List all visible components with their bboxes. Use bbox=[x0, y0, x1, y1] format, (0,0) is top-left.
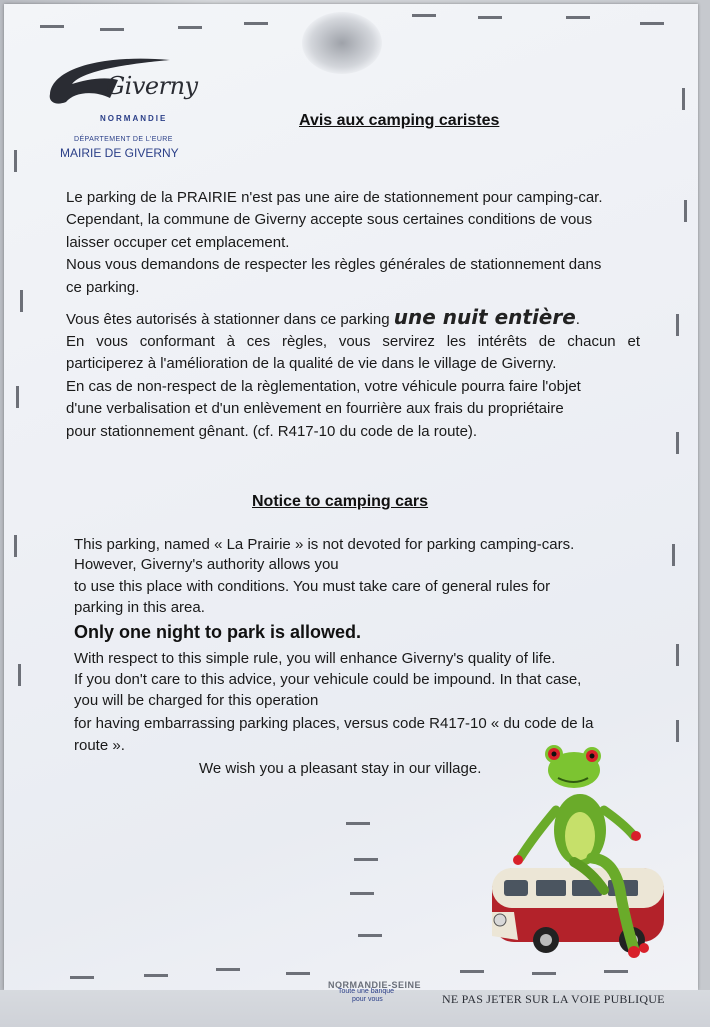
english-title: Notice to camping cars bbox=[252, 493, 429, 510]
staple bbox=[14, 535, 17, 557]
french-line: En vous conformant à ces règles, vous servirez les intérêts de chacun et bbox=[66, 333, 640, 350]
staple bbox=[676, 432, 679, 454]
french-title: Avis aux camping caristes bbox=[299, 112, 500, 129]
logo-script-text: Giverny bbox=[106, 72, 198, 100]
french-line: pour stationnement gênant. (cf. R417-10 du code de la route). bbox=[66, 423, 478, 440]
english-rule: Only one night to park is allowed. bbox=[74, 622, 362, 642]
staple bbox=[286, 972, 310, 975]
staple bbox=[412, 14, 436, 17]
do-not-litter-notice: NE PAS JETER SUR LA VOIE PUBLIQUE bbox=[442, 992, 665, 1006]
english-line: parking in this area. bbox=[74, 599, 205, 616]
english-line: However, Giverny's authority allows you bbox=[74, 556, 339, 573]
english-line: for having embarrassing parking places, versus code R417-10 « du code de la bbox=[74, 715, 594, 732]
french-line: En cas de non-respect de la règlementation, votre véhicule pourra faire l'objet bbox=[66, 378, 581, 395]
staple bbox=[40, 25, 64, 28]
french-line: participerez à l'amélioration de la qualité de vie dans le village de Giverny. bbox=[66, 355, 557, 372]
staple bbox=[244, 22, 268, 25]
french-line: d'une verbalisation et d'un enlèvement en fourrière aux frais du propriétaire bbox=[66, 400, 564, 417]
bank-slogan-line: pour vous bbox=[352, 996, 383, 1003]
staple bbox=[566, 16, 590, 19]
english-closing: We wish you a pleasant stay in our village. bbox=[199, 760, 482, 777]
staple bbox=[640, 22, 664, 25]
authorized-text: Vous êtes autorisés à stationner dans ce parking bbox=[66, 311, 390, 328]
english-line: you will be charged for this operation bbox=[74, 692, 319, 709]
staple bbox=[682, 88, 685, 110]
logo-region: NORMANDIE bbox=[100, 114, 168, 123]
french-line: laisser occuper cet emplacement. bbox=[66, 234, 290, 251]
english-line: With respect to this simple rule, you will enhance Giverny's quality of life. bbox=[74, 650, 556, 667]
staple bbox=[144, 974, 168, 977]
staple bbox=[358, 934, 382, 937]
staple bbox=[20, 290, 23, 312]
staple bbox=[216, 968, 240, 971]
staple bbox=[676, 720, 679, 742]
authorized-end: . bbox=[575, 311, 580, 328]
english-line: route ». bbox=[74, 737, 125, 754]
logo-mairie: MAIRIE DE GIVERNY bbox=[60, 146, 179, 160]
french-line: ce parking. bbox=[66, 279, 140, 296]
staple bbox=[604, 970, 628, 973]
french-line: Le parking de la PRAIRIE n'est pas une aire de stationnement pour camping-car. bbox=[66, 189, 603, 206]
staple bbox=[460, 970, 484, 973]
french-line: Nous vous demandons de respecter les règles générales de stationnement dans bbox=[66, 256, 602, 273]
staple bbox=[354, 858, 378, 861]
staple bbox=[346, 822, 370, 825]
giverny-logo bbox=[44, 50, 208, 160]
staple bbox=[14, 150, 17, 172]
staple bbox=[70, 976, 94, 979]
staple bbox=[676, 644, 679, 666]
staple bbox=[478, 16, 502, 19]
staple bbox=[100, 28, 124, 31]
staple bbox=[18, 664, 21, 686]
staple bbox=[672, 544, 675, 566]
staple bbox=[684, 200, 687, 222]
logo-department: DÉPARTEMENT DE L'EURE bbox=[74, 136, 173, 143]
english-line: to use this place with conditions. You must take care of general rules for bbox=[74, 578, 551, 595]
bank-region-text: NORMANDIE-SEINE bbox=[328, 980, 422, 990]
staple bbox=[16, 386, 19, 408]
frog-on-van-illustration-icon bbox=[484, 740, 674, 962]
staple bbox=[178, 26, 202, 29]
english-line: This parking, named « La Prairie » is not devoted for parking camping-cars. bbox=[74, 536, 575, 553]
staple bbox=[676, 314, 679, 336]
authorized-emphasis: une nuit entière bbox=[393, 305, 576, 329]
english-line: If you don't care to this advice, your vehicule could be impound. In that case, bbox=[74, 671, 582, 688]
staple bbox=[350, 892, 374, 895]
tape-stain bbox=[302, 12, 382, 74]
french-authorized-line bbox=[66, 306, 580, 332]
bank-slogan-line: Toute une banque bbox=[338, 988, 395, 995]
french-line: Cependant, la commune de Giverny accepte sous certaines conditions de vous bbox=[66, 211, 593, 228]
staple bbox=[532, 972, 556, 975]
